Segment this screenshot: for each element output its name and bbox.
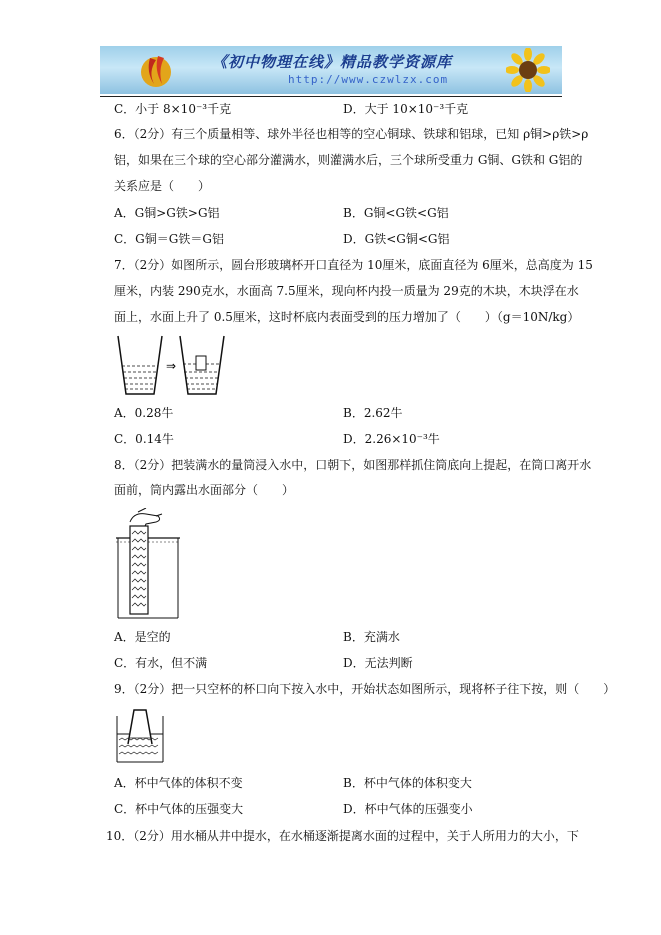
q6-option-c: C．G铜＝G铁＝G铝	[114, 232, 224, 246]
q6-option-d: D．G铁<G铜<G铝	[343, 232, 450, 246]
q8-option-d: D．无法判断	[343, 656, 413, 670]
q5-option-d: D．大于 10×10⁻³千克	[343, 102, 469, 116]
q8-stem-line1: 8．（2分）把装满水的量筒浸入水中，口朝下，如图那样抓住筒底向上提起，在筒口离开水	[114, 458, 592, 472]
q7-option-c: C．0.14牛	[114, 432, 174, 446]
q8-stem-line2: 面前，筒内露出水面部分（ ）	[114, 483, 295, 497]
q5-option-c: C．小于 8×10⁻³千克	[114, 102, 232, 116]
q9-option-b: B．杯中气体的体积变大	[343, 776, 472, 790]
q6-option-a: A．G铜>G铁>G铝	[114, 206, 220, 220]
q6-stem-line1: 6．（2分）有三个质量相等、球外半径也相等的空心铜球、铁球和铝球，已知 ρ铜>ρ铁>ρ	[114, 127, 589, 141]
q9-option-c: C．杯中气体的压强变大	[114, 802, 244, 816]
q8-option-b: B．充满水	[343, 630, 400, 644]
q6-stem-line2: 铝，如果在三个球的空心部分灌满水，则灌满水后，三个球所受重力 G铜、G铁和 G铝的	[114, 153, 583, 167]
q8-option-c: C．有水，但不满	[114, 656, 208, 670]
q7-stem-line3: 面上，水面上升了 0.5厘米，这时杯底内表面受到的压力增加了（ ）（g＝10N/kg）	[114, 310, 580, 324]
header-url[interactable]: http://www.czwlzx.com	[288, 73, 449, 86]
header-rule	[100, 96, 562, 97]
q6-option-b: B．G铜<G铁<G铝	[343, 206, 449, 220]
q10-stem-line1: 10．（2分）用水桶从井中提水，在水桶逐渐提离水面的过程中，关于人所用力的大小，下	[106, 829, 579, 843]
q9-option-d: D．杯中气体的压强变小	[343, 802, 473, 816]
q7-cup-figure	[116, 334, 228, 396]
q7-stem-line1: 7．（2分）如图所示，圆台形玻璃杯开口直径为 10厘米，底面直径为 6厘米，总高度为 15	[114, 258, 593, 272]
site-logo-icon	[136, 50, 176, 90]
q8-cylinder-figure	[116, 508, 180, 620]
q9-stem-line1: 9．（2分）把一只空杯的杯口向下按入水中，开始状态如图所示，现将杯子往下按，则（ ）	[114, 682, 616, 696]
header-banner	[100, 46, 562, 94]
q8-option-a: A．是空的	[114, 630, 171, 644]
q6-stem-line3: 关系应是（ ）	[114, 179, 211, 193]
q7-option-a: A．0.28牛	[114, 406, 174, 420]
header-title: 《初中物理在线》精品教学资源库	[212, 53, 453, 71]
q7-option-b: B．2.62牛	[343, 406, 403, 420]
q7-option-d: D．2.26×10⁻³牛	[343, 432, 440, 446]
q7-stem-line2: 厘米，内装 290克水，水面高 7.5厘米，现向杯内投一质量为 29克的木块，木块浮在水	[114, 284, 579, 298]
q9-cup-figure	[116, 706, 164, 764]
q9-option-a: A．杯中气体的体积不变	[114, 776, 243, 790]
svg-text:⇒: ⇒	[166, 359, 177, 373]
sunflower-icon	[506, 48, 550, 92]
